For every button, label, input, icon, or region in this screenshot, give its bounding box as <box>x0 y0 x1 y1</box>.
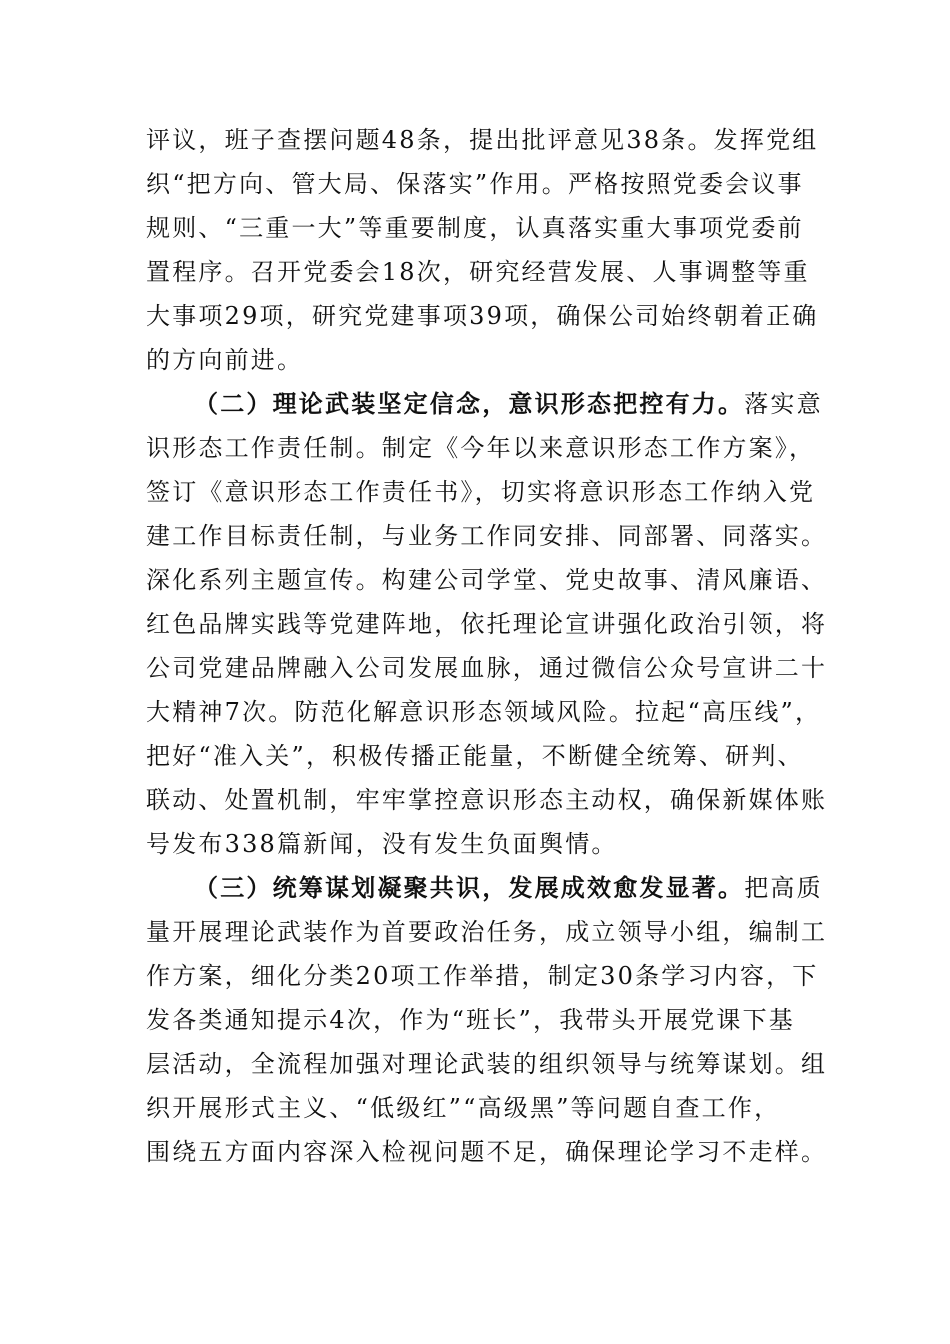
text-line: 号发布338篇新闻，没有发生负面舆情。 <box>146 830 618 858</box>
text-line: 深化系列主题宣传。构建公司学堂、党史故事、清风廉语、 <box>146 566 828 594</box>
text-line: 层活动，全流程加强对理论武装的组织领导与统筹谋划。组 <box>146 1050 828 1078</box>
text-line: 织“把方向、管大局、保落实”作用。严格按照党委会议事 <box>146 170 804 198</box>
text-line: 织开展形式主义、“低级红”“高级黑”等问题自查工作， <box>146 1094 781 1122</box>
text-line: 量开展理论武装作为首要政治任务，成立领导小组，编制工 <box>146 918 828 946</box>
text-line: 红色品牌实践等党建阵地，依托理论宣讲强化政治引领，将 <box>146 610 828 638</box>
paragraph-2 <box>146 382 828 866</box>
text-line: 置程序。召开党委会18次，研究经营发展、人事调整等重 <box>146 258 810 286</box>
section-heading: （二）理论武装坚定信念，意识形态把控有力。 <box>194 389 745 418</box>
text-line: 大事项29项，研究党建事项39项，确保公司始终朝着正确 <box>146 302 819 330</box>
section-heading: （三）统筹谋划凝聚共识，发展成效愈发显著。 <box>194 873 745 902</box>
text-line: 作方案，细化分类20项工作举措，制定30条学习内容，下 <box>146 962 819 990</box>
text-line: 识形态工作责任制。制定《今年以来意识形态工作方案》， <box>146 434 816 462</box>
text-run: 落实意 <box>744 390 823 418</box>
text-line: 签订《意识形态工作责任书》，切实将意识形态工作纳入党 <box>146 478 816 506</box>
text-line: 评议，班子查摆问题48条，提出批评意见38条。发挥党组 <box>146 126 819 154</box>
text-run: 把高质 <box>744 874 823 902</box>
paragraph-first-line <box>146 866 823 910</box>
paragraph-first-line <box>146 382 823 426</box>
text-line: 公司党建品牌融入公司发展血脉，通过微信公众号宣讲二十 <box>146 654 828 682</box>
text-line: 的方向前进。 <box>146 346 304 374</box>
text-line: 规则、“三重一大”等重要制度，认真落实重大事项党委前 <box>146 214 804 242</box>
text-line: 把好“准入关”，积极传播正能量，不断健全统筹、研判、 <box>146 742 804 770</box>
text-line: 大精神7次。防范化解意识形态领域风险。拉起“高压线”， <box>146 698 822 726</box>
body-text <box>146 118 828 1174</box>
paragraph-3 <box>146 866 828 1174</box>
text-line: 建工作目标责任制，与业务工作同安排、同部署、同落实。 <box>146 522 828 550</box>
text-line: 联动、处置机制，牢牢掌控意识形态主动权，确保新媒体账 <box>146 786 828 814</box>
text-line: 发各类通知提示4次，作为“班长”，我带头开展党课下基 <box>146 1006 796 1034</box>
paragraph-1 <box>146 118 819 382</box>
text-line: 围绕五方面内容深入检视问题不足，确保理论学习不走样。 <box>146 1138 828 1166</box>
